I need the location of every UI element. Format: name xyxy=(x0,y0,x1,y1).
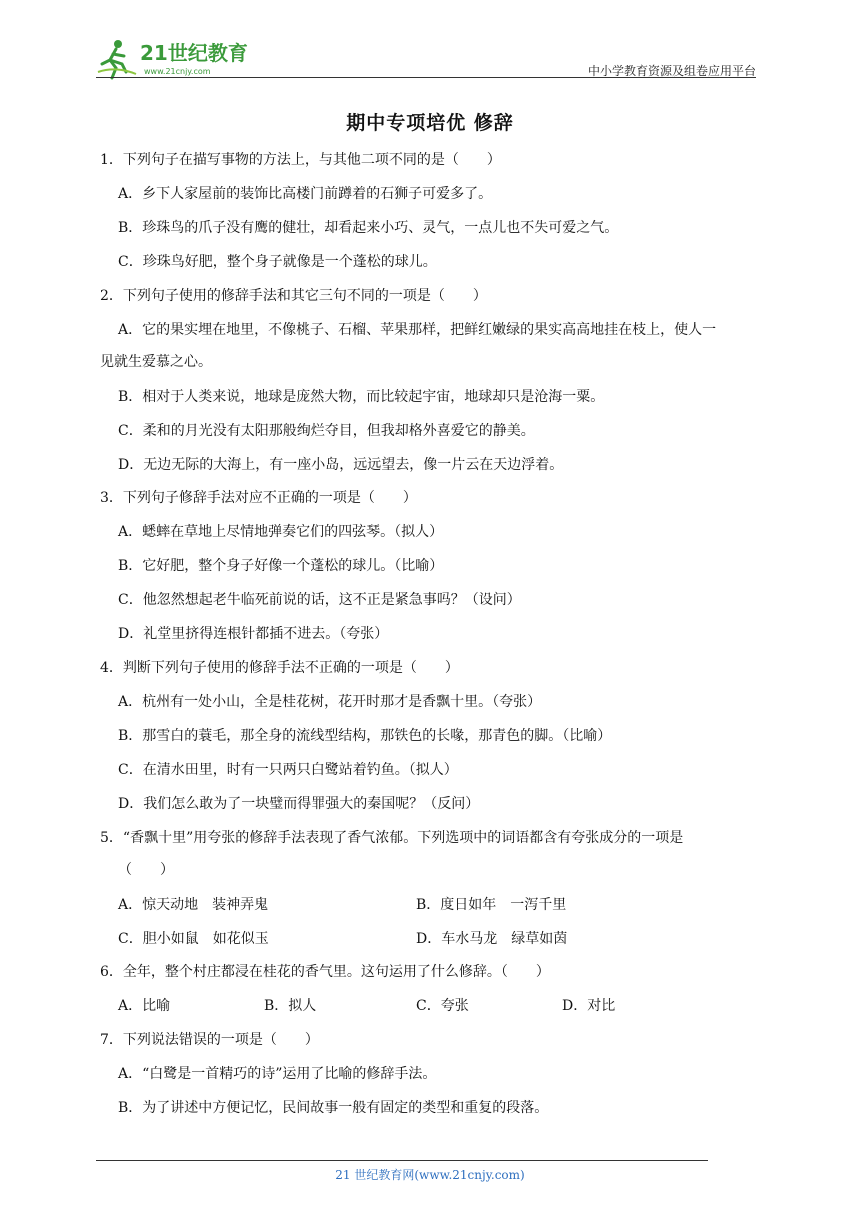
question-2-option-a: A．它的果实埋在地里，不像桃子、石榴、苹果那样，把鲜红嫩绿的果实高高地挂在枝上，使人一 xyxy=(118,322,717,338)
question-2-stem: 2．下列句子使用的修辞手法和其它三句不同的一项是（ ） xyxy=(100,288,487,304)
question-6-option-c: C．夸张 xyxy=(416,998,469,1014)
question-7-stem: 7．下列说法错误的一项是（ ） xyxy=(100,1032,319,1048)
footer-divider xyxy=(96,1160,708,1161)
question-3-option-d: D．礼堂里挤得连根针都插不进去。（夸张） xyxy=(118,626,389,642)
platform-name: 中小学教育资源及组卷应用平台 xyxy=(587,64,756,78)
header-divider xyxy=(96,77,756,78)
question-1-option-c: C．珍珠鸟好肥，整个身子就像是一个蓬松的球儿。 xyxy=(118,254,437,270)
question-4-option-a: A．杭州有一处小山，全是桂花树，花开时那才是香飘十里。（夸张） xyxy=(118,694,542,710)
question-6-option-a: A．比喻 xyxy=(118,998,171,1014)
question-4-option-b: B．那雪白的蓑毛，那全身的流线型结构，那铁色的长喙，那青色的脚。（比喻） xyxy=(118,728,612,744)
question-5-stem: 5．“香飘十里”用夸张的修辞手法表现了香气浓郁。下列选项中的词语都含有夸张成分的一项是 xyxy=(100,830,684,846)
question-3-option-c: C．他忽然想起老牛临死前说的话，这不正是紧急事吗？（设问） xyxy=(118,592,521,608)
logo-icon xyxy=(96,36,266,80)
page-header xyxy=(96,30,756,80)
question-1-option-a: A．乡下人家屋前的装饰比高楼门前蹲着的石狮子可爱多了。 xyxy=(118,186,493,202)
question-2-option-c: C．柔和的月光没有太阳那般绚烂夺目，但我却格外喜爱它的静美。 xyxy=(118,423,535,439)
question-5-option-b: B．度日如年 一泻千里 xyxy=(416,897,567,913)
question-7-option-b: B．为了讲述中方便记忆，民间故事一般有固定的类型和重复的段落。 xyxy=(118,1100,549,1116)
question-1-stem: 1．下列句子在描写事物的方法上，与其他二项不同的是（ ） xyxy=(100,152,501,168)
question-4-option-d: D．我们怎么敢为了一块璧而得罪强大的秦国呢？（反问） xyxy=(118,796,480,812)
question-5-option-d: D．车水马龙 绿草如茵 xyxy=(416,931,568,947)
question-3-option-a: A．蟋蟀在草地上尽情地弹奏它们的四弦琴。（拟人） xyxy=(118,524,444,540)
question-2-option-a-cont: 见就生爱慕之心。 xyxy=(100,354,212,370)
question-1-option-b: B．珍珠鸟的爪子没有鹰的健壮，却看起来小巧、灵气，一点儿也不失可爱之气。 xyxy=(118,220,619,236)
question-5-stem-cont: （ ） xyxy=(118,862,174,878)
question-3-stem: 3．下列句子修辞手法对应不正确的一项是（ ） xyxy=(100,490,417,506)
question-5-option-c: C．胆小如鼠 如花似玉 xyxy=(118,931,269,947)
question-7-option-a: A．“白鹭是一首精巧的诗”运用了比喻的修辞手法。 xyxy=(118,1066,437,1082)
logo-text: 21世纪教育 xyxy=(140,41,248,65)
question-4-stem: 4．判断下列句子使用的修辞手法不正确的一项是（ ） xyxy=(100,660,459,676)
question-3-option-b: B．它好肥，整个身子好像一个蓬松的球儿。（比喻） xyxy=(118,558,444,574)
footer-link[interactable]: 21 世纪教育网(www.21cnjy.com) xyxy=(335,1168,525,1182)
question-5-option-a: A．惊天动地 装神弄鬼 xyxy=(118,897,269,913)
question-6-option-b: B．拟人 xyxy=(264,998,317,1014)
question-6-option-d: D．对比 xyxy=(562,998,616,1014)
logo-url: www.21cnjy.com xyxy=(144,67,211,76)
question-4-option-c: C．在清水田里，时有一只两只白鹭站着钓鱼。（拟人） xyxy=(118,762,458,778)
page-title: 期中专项培优 修辞 xyxy=(346,112,514,134)
question-6-stem: 6．全年，整个村庄都浸在桂花的香气里。这句运用了什么修辞。（ ） xyxy=(100,964,550,980)
question-2-option-b: B．相对于人类来说，地球是庞然大物，而比较起宇宙，地球却只是沧海一粟。 xyxy=(118,389,605,405)
question-2-option-d: D．无边无际的大海上，有一座小岛，远远望去，像一片云在天边浮着。 xyxy=(118,457,564,473)
